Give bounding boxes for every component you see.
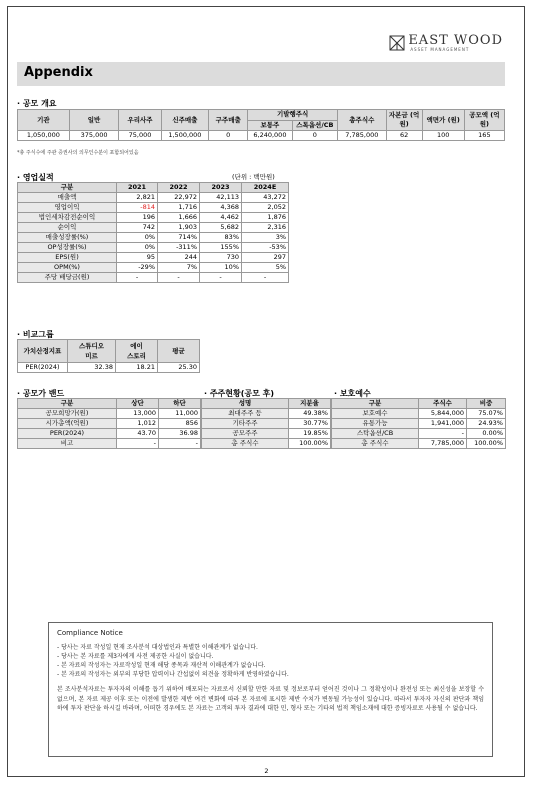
table-cell: 5,682 [200,223,242,233]
compliance-notice [48,622,493,757]
row-label: 순이익 [18,223,117,233]
table-cell: 공모희망가(원) [18,409,117,419]
table-cell: 최대주주 등 [202,409,289,419]
row-label: 매출액 [18,193,117,203]
table-cell: 100.00% [467,439,506,449]
table-cell: 75.07% [467,409,506,419]
lockup-title: · 보호예수 [334,389,371,398]
table-cell: 1,876 [242,213,289,223]
header-peer-b: 에이 스토리 [116,340,158,363]
ipo-note: *총 주식수에 주관 증권사의 의무인수분이 포함되어있음 [17,150,139,156]
header-ratio: 비중 [467,399,506,409]
table-cell: -814 [117,203,158,213]
table-cell: 비고 [18,439,117,449]
header-amount: 공모액 (억원) [464,110,504,131]
compliance-item: - 당사는 자료 작성일 현재 조사분석 대상법인과 특별한 이해관계가 없습니다. [57,644,258,651]
table-cell: - [159,439,201,449]
header-peer-a: 스튜디오 미르 [68,340,116,363]
row-label: 법인세차감전순이익 [18,213,117,223]
header-year: 2021 [117,183,158,193]
table-cell: 공모주주 [202,429,289,439]
table-cell: 보호예수 [332,409,419,419]
table-cell: 총 주식수 [202,439,289,449]
table-cell: 1,716 [158,203,200,213]
table-cell: 2,316 [242,223,289,233]
table-cell: 95 [117,253,158,263]
table-cell: 유통가능 [332,419,419,429]
table-cell: -53% [242,243,289,253]
table-cell: 83% [200,233,242,243]
table-cell: 3% [242,233,289,243]
table-cell: 1,941,000 [419,419,467,429]
table-row [202,439,331,449]
header-name: 성명 [202,399,289,409]
header-year: 2023 [200,183,242,193]
table-cell: PER(2024) [18,429,117,439]
table-row [202,419,331,429]
table-row [18,223,289,233]
header-category: 구분 [18,399,117,409]
header-esop: 우리사주 [119,110,161,131]
header-institution: 기관 [18,110,70,131]
band-table [17,398,201,449]
table-cell: 13,000 [117,409,159,419]
header-category: 구분 [332,399,419,409]
header-category: 구분 [18,183,117,193]
table-cell: 75,000 [119,131,161,141]
table-cell: 43.70 [117,429,159,439]
table-cell: - [242,273,289,283]
table-cell: 375,000 [69,131,119,141]
table-row [18,263,289,273]
table-cell: 2,052 [242,203,289,213]
table-cell: 0.00% [467,429,506,439]
table-row [332,439,506,449]
table-row [18,419,201,429]
table-cell: - [117,439,159,449]
table-cell: 스탁옵션/CB [332,429,419,439]
table-cell: - [158,273,200,283]
band-title: · 공모가 밴드 [17,389,65,398]
table-cell: 0 [292,131,337,141]
table-cell: 10% [200,263,242,273]
table-row [18,273,289,283]
table-cell: -29% [117,263,158,273]
table-cell: -311% [158,243,200,253]
table-cell: PER(2024) [18,363,68,373]
header-common: 보통주 [248,120,292,131]
table-cell: 714% [158,233,200,243]
header-option: 스톡옵션/CB [292,120,337,131]
compliance-title: Compliance Notice [57,629,123,637]
table-cell: 7,785,000 [419,439,467,449]
table-cell: - [419,429,467,439]
compliance-paragraph: 본 조사분석자료는 투자자의 이해를 돕기 위하여 배포되는 자료로서 신뢰할 만한 자료 및 정보로부터 얻어진 것이나 그 정확성이나 완전성 또는 최신성을 보장할 수 없으며, 본 자료 제공 이후 또는 이전에 발생한 제반 여건 변화에 따라 본 자료에 표시한 제반 수치가 변동될 가능성이 있습니다. 따라서 투자자 자신의 판단과 책임 하에 투자 판단을 하시길 바라며, 어떠한 경우에도 본 자료는 고객의 투자 결과에 대한 민, 형사 또는 기타의 법적 책임소재에 대한 증빙자료로 사용될 수 없습니다. [57,686,484,712]
row-label: EPS(원) [18,253,117,263]
table-cell: 49.38% [289,409,331,419]
table-row [18,409,201,419]
table-cell: 730 [200,253,242,263]
header-average: 평균 [158,340,200,363]
table-row [18,213,289,223]
table-cell: 4,462 [200,213,242,223]
table-cell: 196 [117,213,158,223]
table-row [202,409,331,419]
header-lower: 하단 [159,399,201,409]
table-cell: - [200,273,242,283]
table-cell: 18.21 [116,363,158,373]
table-cell: 2,821 [117,193,158,203]
table-cell: 0% [117,243,158,253]
table-cell: 244 [158,253,200,263]
table-row [18,253,289,263]
compliance-item: - 본 자료의 작성자는 외부의 부당한 압력이나 간섭없이 의견을 정확하게 반영하였습니다. [57,671,289,678]
logo-name: EAST WOOD [408,33,503,48]
ipo-overview-table [17,109,505,141]
table-cell: 297 [242,253,289,263]
table-row [18,243,289,253]
table-row [332,429,506,439]
table-cell: 5,844,000 [419,409,467,419]
header-metric: 가치산정지표 [18,340,68,363]
table-cell: 4,368 [200,203,242,213]
table-cell: 155% [200,243,242,253]
table-row [18,203,289,213]
table-row [18,439,201,449]
performance-table [17,182,289,283]
table-cell: 시가총액(억원) [18,419,117,429]
table-cell: 100.00% [289,439,331,449]
table-cell: 1,500,000 [161,131,209,141]
table-cell: 총 주식수 [332,439,419,449]
company-logo [389,34,503,53]
table-cell: 30.77% [289,419,331,429]
table-cell: 6,240,000 [248,131,292,141]
table-cell: 100 [422,131,464,141]
compliance-item: - 본 자료의 작성자는 자료작성일 현재 해당 종목과 재산적 이해관계가 없습니다. [57,662,266,669]
ipo-overview-title: · 공모 개요 [17,99,57,108]
header-new-shares: 신주매출 [161,110,209,131]
table-cell: - [117,273,158,283]
table-cell: 7,785,000 [338,131,387,141]
compliance-item: - 당사는 본 자료를 제3자에게 사전 제공한 사실이 없습니다. [57,653,214,660]
header-stake: 지분율 [289,399,331,409]
table-cell: 36.98 [159,429,201,439]
table-cell: 5% [242,263,289,273]
logo-subtitle: ASSET MANAGEMENT [410,47,470,52]
row-label: OPM(%) [18,263,117,273]
table-cell: 22,972 [158,193,200,203]
logo-mark-icon [389,35,405,51]
lockup-table [331,398,506,449]
table-row [202,429,331,439]
performance-title: · 영업실적 [17,173,54,182]
table-cell: 32.38 [68,363,116,373]
table-row [18,233,289,243]
table-cell: 1,050,000 [18,131,70,141]
title-bar [17,62,505,86]
page-title: Appendix [24,65,93,80]
holders-table [201,398,331,449]
table-row [18,429,201,439]
table-cell: 11,000 [159,409,201,419]
row-label: 영업이익 [18,203,117,213]
header-year: 2024E [242,183,289,193]
row-label: OP성장률(%) [18,243,117,253]
table-cell: 1,012 [117,419,159,429]
table-cell: 856 [159,419,201,429]
table-cell: 62 [386,131,422,141]
page-number: 2 [264,767,269,775]
table-cell: 165 [464,131,504,141]
table-row [332,409,506,419]
table-cell: 742 [117,223,158,233]
table-cell: 7% [158,263,200,273]
table-cell: 19.85% [289,429,331,439]
header-par: 액면가 (원) [422,110,464,131]
row-label: 주당 배당금(원) [18,273,117,283]
table-cell: 24.93% [467,419,506,429]
table-row [332,419,506,429]
table-cell: 0% [117,233,158,243]
header-issued-shares: 기발행주식 [248,110,338,121]
header-upper: 상단 [117,399,159,409]
table-cell: 25.30 [158,363,200,373]
header-total-shares: 총주식수 [338,110,387,131]
holders-title: · 주주현황(공모 후) [204,389,275,398]
header-year: 2022 [158,183,200,193]
header-general: 일반 [69,110,119,131]
table-cell: 기타주주 [202,419,289,429]
row-label: 매출성장률(%) [18,233,117,243]
header-shares: 주식수 [419,399,467,409]
peers-table [17,339,200,373]
table-cell: 43,272 [242,193,289,203]
table-cell: 42,113 [200,193,242,203]
table-cell: 1,666 [158,213,200,223]
peers-title: · 비교그룹 [17,330,54,339]
table-row [18,193,289,203]
header-capital: 자본금 (억원) [386,110,422,131]
table-cell: 1,903 [158,223,200,233]
unit-label: (단위 : 백만원) [232,173,275,181]
header-old-shares: 구주매출 [209,110,248,131]
table-cell: 0 [209,131,248,141]
